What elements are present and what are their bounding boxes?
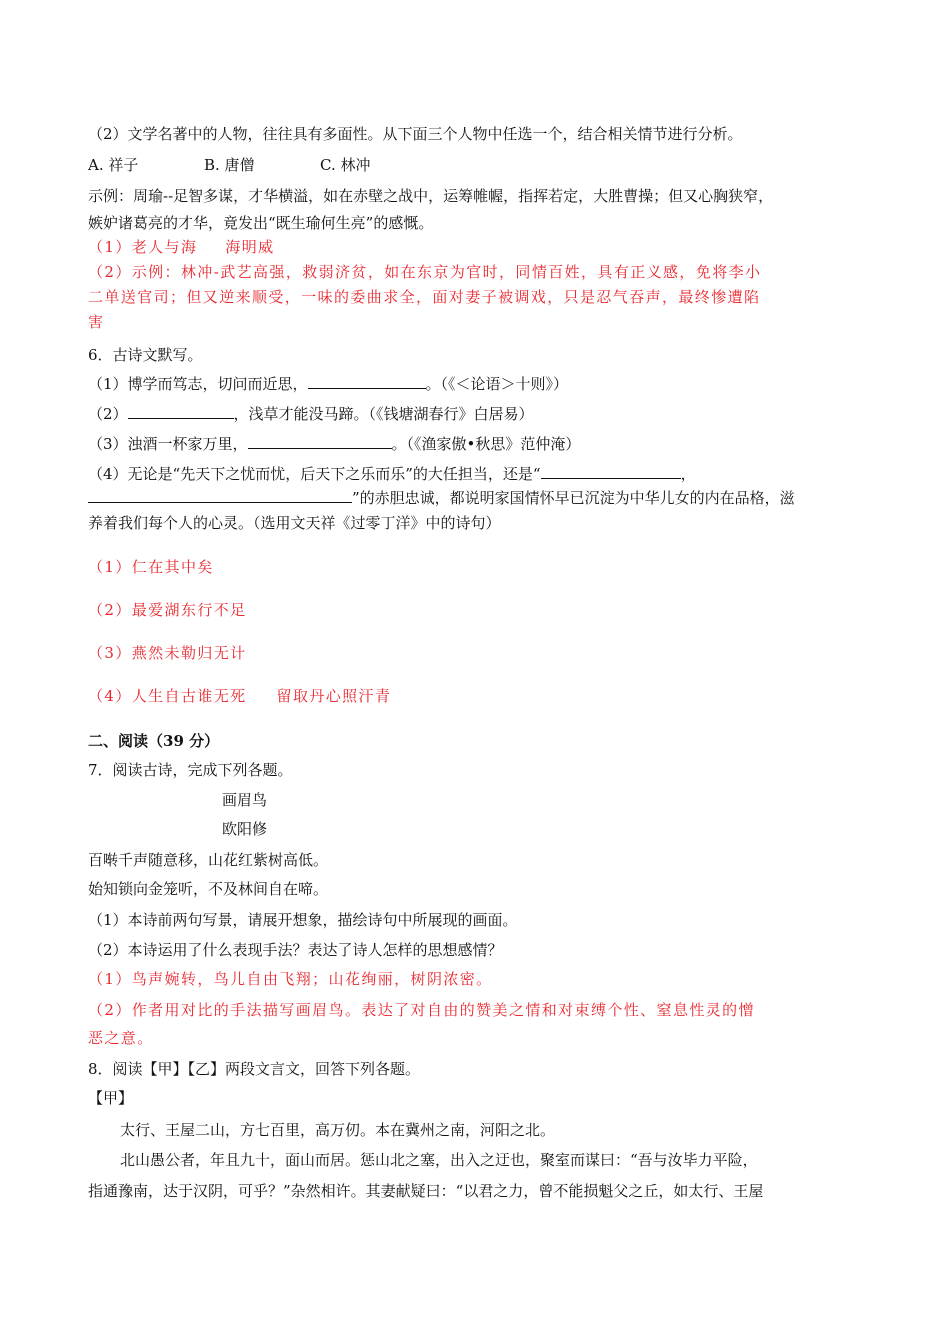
q5-part2-prompt: （2）文学名著中的人物，往往具有多面性。从下面三个人物中任选一个，结合相关情节进行分析。 xyxy=(88,125,743,143)
q7-answer2-line1: （2）作者用对比的手法描写画眉鸟。表达了对自由的赞美之情和对束缚个性、窒息性灵的憎 xyxy=(88,1001,755,1019)
poem-line2: 始知锁向金笼听，不及林间自在啼。 xyxy=(88,880,329,898)
q7-answer2-line2: 恶之意。 xyxy=(88,1029,154,1047)
s4-comma: ， xyxy=(680,465,696,483)
q6-sentence1 xyxy=(88,374,568,394)
option-a: A. 祥子 xyxy=(88,156,139,174)
q5-example-line1: 示例：周瑜--足智多谋，才华横溢，如在赤壁之战中，运筹帷幄，指挥若定，大胜曹操；但又心胸狭窄， xyxy=(88,187,774,205)
q8-para2-line2: 指通豫南，达于汉阴，可乎？”杂然相许。其妻献疑曰：“以君之力，曾不能损魁父之丘，如太行、王屋 xyxy=(88,1182,764,1200)
q8-label-jia: 【甲】 xyxy=(88,1089,134,1107)
q6-sentence4-line3: 养着我们每个人的心灵。（选用文天祥《过零丁洋》中的诗句） xyxy=(88,514,501,532)
q6-sentence3 xyxy=(88,434,580,454)
q5-answer2-line2: 二单送官司；但又逆来顺受，一味的委曲求全，面对妻子被调戏，只是忍气吞声，最终惨遭陷 xyxy=(88,288,761,306)
q6-answer4 xyxy=(88,686,391,706)
answer1-author: 海明威 xyxy=(225,238,275,256)
poem-author: 欧阳修 xyxy=(222,820,268,838)
option-b: B. 唐僧 xyxy=(204,156,255,174)
s3-source: 。（《渔家傲•秋思》范仲淹） xyxy=(391,435,581,453)
poem-line1: 百啭千声随意移，山花红紫树高低。 xyxy=(88,851,329,869)
q6-answer2: （2）最爱湖东行不足 xyxy=(88,601,247,619)
q6-sentence4-line1 xyxy=(88,464,696,484)
s4-blank1[interactable] xyxy=(541,464,681,479)
s4-text: （4）无论是“先天下之忧而忧，后天下之乐而乐”的大任担当，还是“ xyxy=(88,465,541,483)
s4-text2: ”的赤胆忠诚，都说明家国情怀早已沉淀为中华儿女的内在品格，滋 xyxy=(352,489,795,507)
s2-text: ，浅草才能没马蹄。（《钱塘湖春行》白居易） xyxy=(233,405,534,423)
q5-options xyxy=(88,155,370,175)
s3-text: （3）浊酒一杯家万里， xyxy=(88,435,248,453)
q8-para1: 太行、王屋二山，方七百里，高万仞。本在冀州之南，河阳之北。 xyxy=(120,1121,556,1139)
s3-blank[interactable] xyxy=(248,434,392,449)
q7-sub2: （2）本诗运用了什么表现手法？表达了诗人怎样的思想感情？ xyxy=(88,941,503,959)
s2-number: （2） xyxy=(88,405,128,423)
q5-answer2-line3: 害 xyxy=(88,313,105,331)
s1-text: （1）博学而笃志，切问而近思， xyxy=(88,375,308,393)
poem-title: 画眉鸟 xyxy=(222,791,268,809)
q7-answer1: （1）鸟声婉转，鸟儿自由飞翔；山花绚丽，树阴浓密。 xyxy=(88,970,493,988)
q5-example-line2: 嫉妒诸葛亮的才华，竟发出“既生瑜何生亮”的感慨。 xyxy=(88,214,434,232)
s1-blank[interactable] xyxy=(308,374,426,389)
answer4-part2: 留取丹心照汗青 xyxy=(276,687,392,705)
s2-blank[interactable] xyxy=(128,404,234,419)
q7-sub1: （1）本诗前两句写景，请展开想象，描绘诗句中所展现的画面。 xyxy=(88,911,518,929)
s4-blank2[interactable] xyxy=(88,488,352,503)
q6-sentence4-line2 xyxy=(88,488,795,508)
q6-answer3: （3）燕然未勒归无计 xyxy=(88,644,247,662)
q6-title: 6．古诗文默写。 xyxy=(88,346,203,364)
q7-prompt: 7．阅读古诗，完成下列各题。 xyxy=(88,761,293,779)
q5-answer2-line1: （2）示例：林冲-武艺高强，救弱济贫，如在东京为官时，同情百姓，具有正义感，免将李小 xyxy=(88,263,762,281)
q6-answer1: （1）仁在其中矣 xyxy=(88,558,214,576)
q8-para2-line1: 北山愚公者，年且九十，面山而居。惩山北之塞，出入之迂也，聚室而谋曰：“吾与汝毕力平险， xyxy=(120,1151,758,1169)
answer1-title: （1）老人与海 xyxy=(88,238,198,256)
option-c: C. 林冲 xyxy=(320,156,371,174)
answer4-part1: （4）人生自古谁无死 xyxy=(88,687,247,705)
q6-sentence2 xyxy=(88,404,534,424)
q8-prompt: 8．阅读【甲】【乙】两段文言文，回答下列各题。 xyxy=(88,1060,421,1078)
q5-answer1 xyxy=(88,237,275,257)
section-heading: 二、阅读（39 分） xyxy=(88,732,220,750)
s1-source: 。（《＜论语＞十则》） xyxy=(425,375,569,393)
